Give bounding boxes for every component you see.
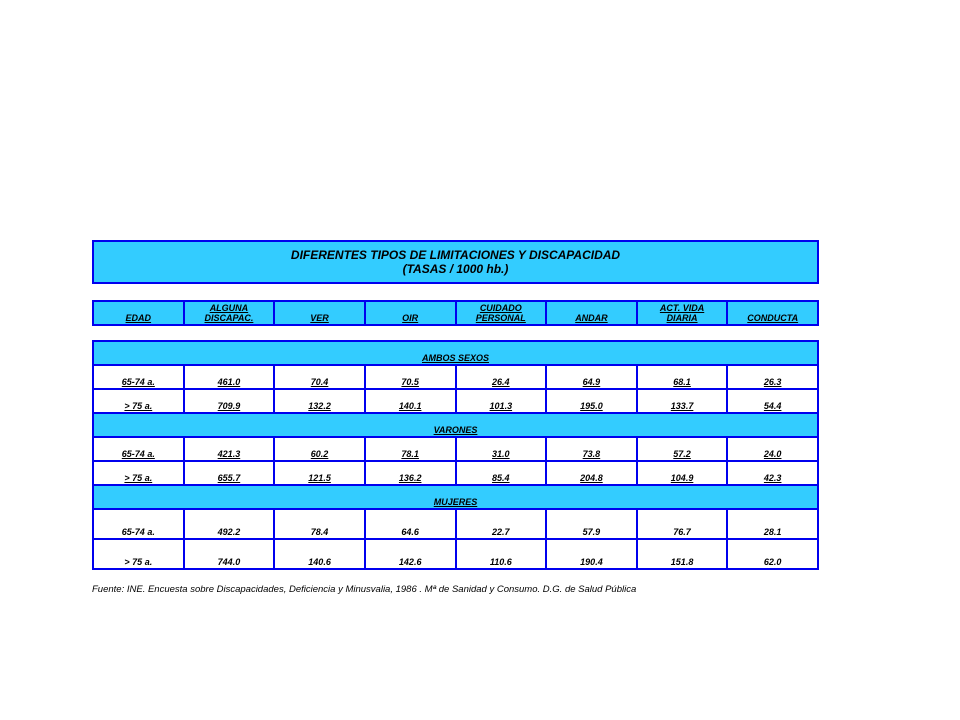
table-row: [93, 539, 818, 569]
table-cell: 461.0: [184, 365, 275, 389]
table-cell: > 75 a.: [93, 389, 184, 413]
table-cell: 65-74 a.: [93, 437, 184, 461]
table-cell: 85.4: [456, 461, 547, 485]
table-cell: 110.6: [456, 539, 547, 569]
table-cell: 60.2: [274, 437, 365, 461]
table-cell: 78.4: [274, 509, 365, 539]
table-cell: 151.8: [637, 539, 728, 569]
table-cell: 65-74 a.: [93, 365, 184, 389]
table-cell: 26.4: [456, 365, 547, 389]
table-cell: 42.3: [727, 461, 818, 485]
header-conducta: CONDUCTA: [747, 313, 799, 323]
table-cell: 57.9: [546, 509, 637, 539]
table-row: [93, 437, 818, 461]
table-cell: 24.0: [727, 437, 818, 461]
table-cell: 709.9: [184, 389, 275, 413]
table-cell: 57.2: [637, 437, 728, 461]
table-cell: 68.1: [637, 365, 728, 389]
header-alguna-discapac: ALGUNA DISCAPAC.: [185, 302, 276, 324]
table-cell: 421.3: [184, 437, 275, 461]
table-cell: 78.1: [365, 437, 456, 461]
table-cell: 31.0: [456, 437, 547, 461]
table-cell: 26.3: [727, 365, 818, 389]
section-row-varones: [93, 413, 818, 437]
table-row: [93, 389, 818, 413]
table-cell: 104.9: [637, 461, 728, 485]
header-andar: ANDAR: [547, 302, 638, 324]
table-cell: 64.6: [365, 509, 456, 539]
data-table: [92, 340, 819, 570]
header-ver: VER: [275, 302, 366, 324]
table-cell: 76.7: [637, 509, 728, 539]
header-act-vida-diaria: ACT. VIDA DIARIA: [638, 302, 729, 324]
section-row-ambos-sexos: [93, 341, 818, 365]
table-cell: 28.1: [727, 509, 818, 539]
table-cell: > 75 a.: [93, 539, 184, 569]
table-cell: 492.2: [184, 509, 275, 539]
table-cell: 133.7: [637, 389, 728, 413]
table-cell: 195.0: [546, 389, 637, 413]
table-row: [93, 461, 818, 485]
table-cell: 140.6: [274, 539, 365, 569]
table-cell: 101.3: [456, 389, 547, 413]
table-title-line1: DIFERENTES TIPOS DE LIMITACIONES Y DISCAPACIDAD: [290, 248, 621, 262]
column-header-row: [92, 300, 819, 326]
header-edad: EDAD: [94, 302, 185, 324]
table-cell: 64.9: [546, 365, 637, 389]
table-row: [93, 509, 818, 539]
section-label: MUJERES: [433, 497, 478, 507]
table-title: [92, 240, 819, 284]
table-cell: 54.4: [727, 389, 818, 413]
section-label: VARONES: [433, 425, 478, 435]
table-cell: 70.4: [274, 365, 365, 389]
table-row: [93, 365, 818, 389]
table-cell: 142.6: [365, 539, 456, 569]
table-cell: 140.1: [365, 389, 456, 413]
header-oir: OIR: [366, 302, 457, 324]
source-footnote: Fuente: INE. Encuesta sobre Discapacidades, Deficiencia y Minusvalia, 1986 . Mª de Sanidad y Consumo. D.G. de Salud Pública: [92, 584, 637, 595]
table-cell: 744.0: [184, 539, 275, 569]
table-cell: 121.5: [274, 461, 365, 485]
table-cell: 136.2: [365, 461, 456, 485]
table-cell: 73.8: [546, 437, 637, 461]
table-cell: 132.2: [274, 389, 365, 413]
table-cell: 70.5: [365, 365, 456, 389]
section-label: AMBOS SEXOS: [421, 353, 489, 363]
table-cell: 204.8: [546, 461, 637, 485]
table-cell: > 75 a.: [93, 461, 184, 485]
table-cell: 190.4: [546, 539, 637, 569]
table-cell: 655.7: [184, 461, 275, 485]
section-row-mujeres: [93, 485, 818, 509]
table-cell: 22.7: [456, 509, 547, 539]
table-cell: 65-74 a.: [93, 509, 184, 539]
table-title-line2: (TASAS / 1000 hb.): [402, 262, 509, 276]
header-cuidado-personal: CUIDADO PERSONAL: [457, 302, 548, 324]
table-cell: 62.0: [727, 539, 818, 569]
